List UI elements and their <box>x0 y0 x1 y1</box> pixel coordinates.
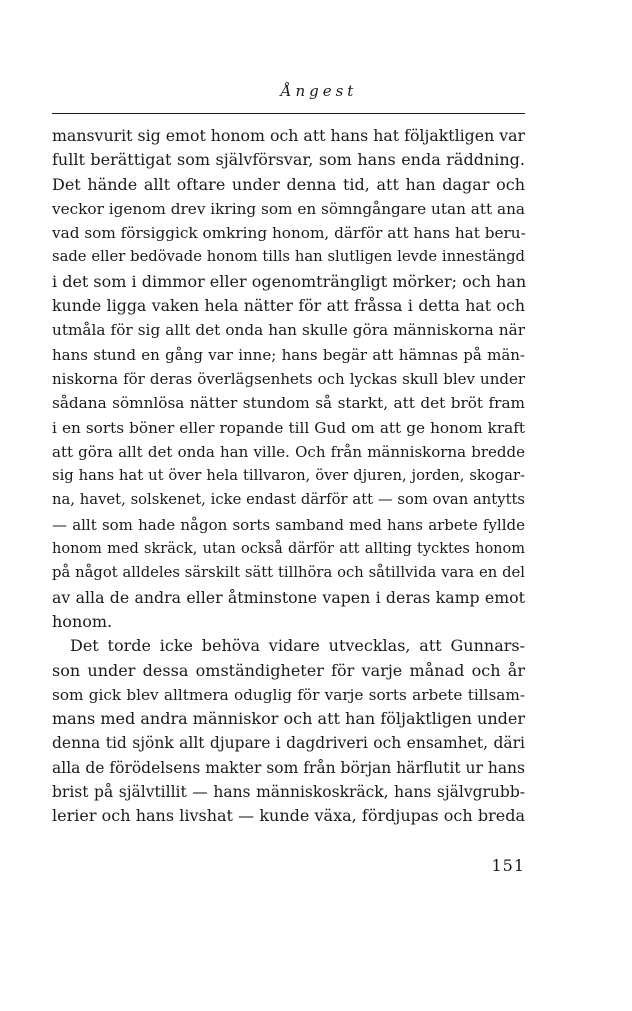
text-line: Det hände allt oftare under denna tid, att han dagar och <box>52 174 525 194</box>
text-line: i en sorts böner eller ropande till Gud om att ge honom kraft <box>52 418 525 437</box>
text-line: honom med skräck, utan också därför att allting tycktes honom <box>52 541 525 558</box>
text-line: sig hans hat ut över hela tillvaron, över djuren, jorden, skogar- <box>52 467 525 485</box>
header-rule <box>52 113 525 114</box>
text-line: att göra allt det onda han ville. Och från människorna bredde <box>52 442 525 461</box>
text-line: lerier och hans livshat — kunde växa, fördjupas och breda <box>52 806 525 826</box>
text-line: na, havet, solskenet, icke endast därför att — som ovan antytts <box>52 491 525 509</box>
text-line: — allt som hade någon sorts samband med hans arbete fyllde <box>52 515 525 534</box>
body-text <box>52 124 525 829</box>
text-line: kunde ligga vaken hela nätter för att fråssa i detta hat och <box>52 296 525 316</box>
text-line: som gick blev alltmera oduglig för varje sorts arbete tillsam- <box>52 685 525 704</box>
text-line: alla de förödelsens makter som från början härflutit ur hans <box>52 758 525 777</box>
text-line: på något alldeles särskilt sätt tillhöra och såtillvida vara en del <box>52 564 525 582</box>
text-line: fullt berättigat som självförsvar, som hans enda räddning. <box>52 150 525 170</box>
text-line: sade eller bedövade honom tills han slutligen levde innestängd <box>52 248 525 266</box>
text-line: son under dessa omständigheter för varje månad och år <box>52 660 525 680</box>
text-line: brist på självtillit — hans människoskräck, hans självgrubb- <box>52 783 525 802</box>
text-line: mans med andra människor och att han följaktligen under <box>52 709 525 729</box>
text-line: utmåla för sig allt det onda han skulle göra människorna när <box>52 321 525 340</box>
text-line: mansvurit sig emot honom och att hans hat följaktligen var <box>52 126 526 145</box>
text-line: hans stund en gång var inne; hans begär att hämnas på män- <box>52 345 525 364</box>
text-line: av alla de andra eller åtminstone vapen i deras kamp emot <box>52 587 525 607</box>
text-line: niskorna för deras överlägsenhets och lyckas skull blev under <box>52 369 525 388</box>
text-line: veckor igenom drev ikring som en sömngångare utan att ana <box>52 199 525 218</box>
text-line: i det som i dimmor eller ogenomträngligt mörker; och han <box>52 271 527 291</box>
text-line: sådana sömnlösa nätter stundom så starkt, att det bröt fram <box>52 394 525 413</box>
running-head: Ångest <box>280 82 358 100</box>
text-line: honom. <box>52 611 113 631</box>
page-number: 151 <box>491 856 525 875</box>
text-line: vad som försiggick omkring honom, därför att hans hat beru- <box>52 224 526 243</box>
text-line: Det torde icke behöva vidare utvecklas, att Gunnars- <box>70 636 525 656</box>
text-line: denna tid sjönk allt djupare i dagdriveri och ensamhet, däri <box>52 734 525 753</box>
